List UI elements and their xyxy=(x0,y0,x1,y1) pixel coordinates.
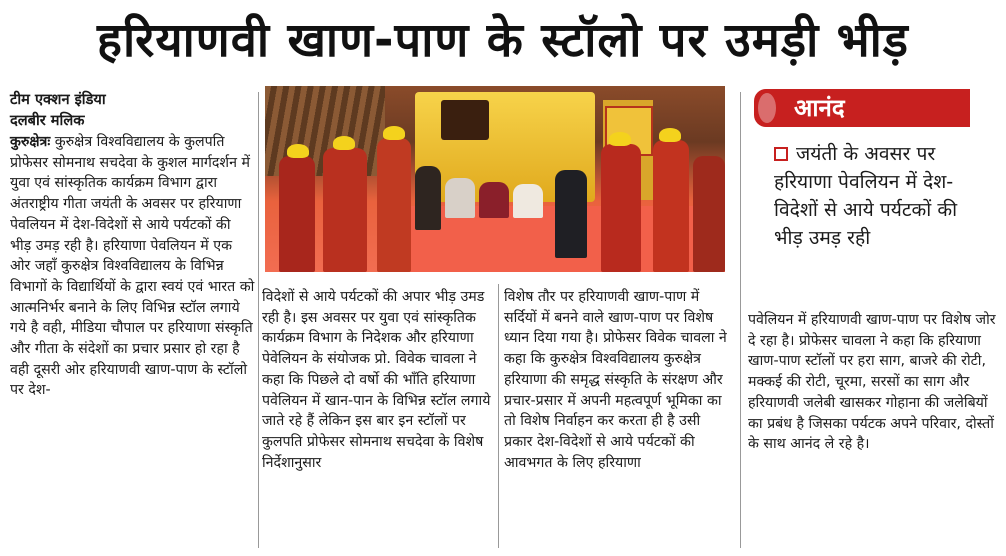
pullquote xyxy=(774,140,988,252)
article-column-3 xyxy=(504,287,732,473)
pullquote-text: जयंती के अवसर पर हरियाणा पेवलियन में देश-विदेशों से आये पर्यटकों की भीड़ उमड़ रही xyxy=(774,142,958,249)
column-divider xyxy=(740,92,741,548)
column-divider xyxy=(498,284,499,548)
column-4-text: पवेलियन में हरियाणवी खाण-पाण पर विशेष जोर दे रहा है। प्रोफेसर चावला ने कहा कि हरियाणा खाण-पाण स्टॉलों पर हरा साग, बाजरे की रोटी, मक्कई की रोटी, चूरमा, सरसों का साग और हरियाणवी जलेबी खासकर गोहाना की जलेबियों का प्रबंध है जिसका पर्यटक अपने परिवार, दोस्तों के साथ आनंद ले रहे है। xyxy=(748,312,996,453)
column-2-text: विदेशों से आये पर्यटकों की अपार भीड़ उमड रही है। इस अवसर पर युवा एवं सांस्कृतिक कार्यक्रम विभाग के निदेशक और हरियाणा पेवेलियन के संयोजक प्रो. विवेक चावला ने कहा कि पिछले दो वर्षो की भाँति हरियाणा पवेलियन में खान-पान के विभिन्न स्टॉल लगाये जाते रहे हैं लेकिन इस बार इन स्टॉलों पर कुलपति प्रोफेसर सोमनाथ सचदेवा के विशेष निर्देशानुसार xyxy=(262,289,491,471)
article-column-2 xyxy=(262,287,494,473)
article-column-1 xyxy=(10,90,256,401)
article-column-4 xyxy=(748,310,998,455)
column-1-text xyxy=(10,132,256,401)
headline: हरियाणवी खाण-पाण के स्टॉलो पर उमड़ी भीड़ xyxy=(97,13,909,68)
event-photo xyxy=(265,86,725,272)
byline-author: दलबीर मलिक xyxy=(10,111,85,129)
column-1-body: कुरुक्षेत्र विश्वविद्यालय के कुलपति प्रोफेसर सोमनाथ सचदेवा के कुशल मार्गदर्शन में युवा एवं सांस्कृतिक कार्यक्रम विभाग द्वारा अंतराष्ट्रीय गीता जयंती के अवसर पर हरियाणा पेवलियन में देश-विदेशों से आये पर्यटकों की भीड़ उमड़ रही है। हरियाणा पेवलियन में एक ओर जहाँ कुरुक्षेत्र विश्वविद्यालय के विभिन्न विभागों के विद्यार्थियों के द्वारा स्वयं एवं भारत को आत्मनिर्भर बनाने के लिए विभिन्न स्टॉल लगाये गये है वही, मीडिया चौपाल पर हरियाणा संस्कृति और गीता के संदेशों का प्रचार प्रसार हो रहा है वही दूसरी ओर हरियाणवी खाण-पाण के स्टॉलो पर देश- xyxy=(10,134,255,399)
square-bullet-icon xyxy=(774,147,788,161)
column-3-text: विशेष तौर पर हरियाणवी खाण-पाण में सर्दियों में बनने वाले खाण-पाण पर विशेष ध्यान दिया गया है। प्रोफेसर विवेक चावला ने कहा कि कुरुक्षेत्र विश्वविद्यालय कुरुक्षेत्र हरियाणा की समृद्ध संस्कृति के संरक्षण और प्रचार-प्रसार में अपनी महत्वपूर्ण भूमिका का तो विशेष निर्वाहन कर करता ही है उसी प्रकार देश-विदेशों से आये पर्यटकों की आवभगत के लिए हरियाणा xyxy=(504,289,727,471)
dateline: कुरुक्षेत्रः xyxy=(10,134,51,150)
byline-team: टीम एक्शन इंडिया xyxy=(10,91,106,108)
section-ribbon: आनंद xyxy=(754,89,970,127)
column-divider xyxy=(258,92,259,548)
